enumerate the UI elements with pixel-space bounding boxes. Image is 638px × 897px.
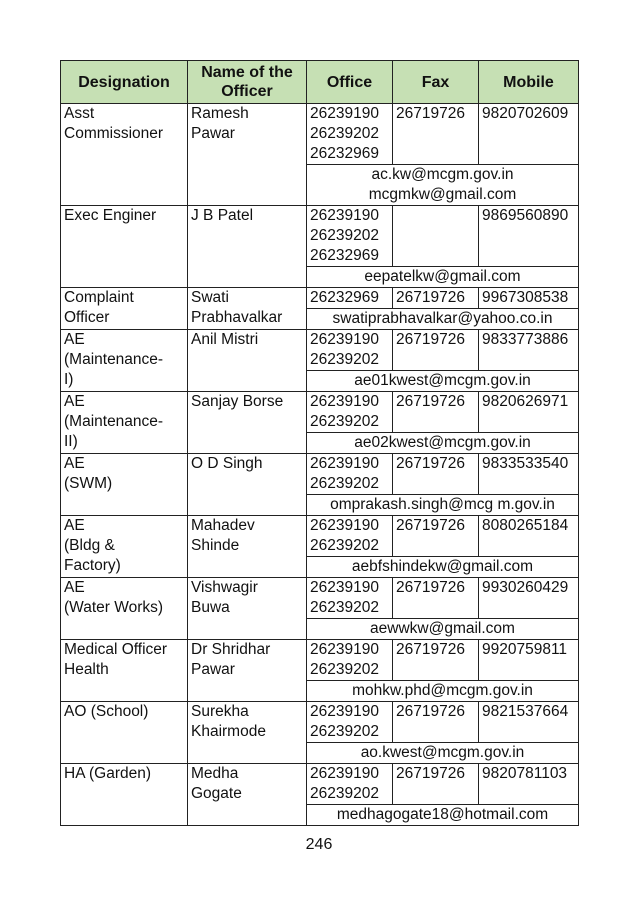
officer-name-cell	[188, 330, 307, 392]
office-phone-cell	[307, 104, 393, 165]
mobile-cell: 9869560890	[479, 206, 579, 267]
officer-name-cell	[188, 104, 307, 206]
office-phone-cell	[307, 702, 393, 743]
designation-cell-line: Exec Enginer	[64, 207, 157, 224]
table-row	[61, 764, 579, 805]
designation-cell-line: II)	[64, 433, 78, 450]
email-cell-line: aebfshindekw@gmail.com	[351, 558, 534, 575]
officer-name-cell-line: Buwa	[191, 599, 230, 616]
designation-cell	[61, 206, 188, 288]
officer-name-cell-line: Surekha	[191, 703, 249, 720]
directory-body	[61, 104, 579, 826]
email-cell	[307, 619, 579, 640]
table-row	[61, 330, 579, 371]
fax-cell: 26719726	[393, 578, 479, 619]
designation-cell-line: AE	[64, 455, 85, 472]
designation-cell-line: Health	[64, 661, 109, 678]
email-cell-line: omprakash.singh@mcg m.gov.in	[330, 496, 555, 513]
officer-name-cell-line: Vishwagir	[191, 579, 258, 596]
designation-cell-line: AE	[64, 517, 85, 534]
fax-cell: 26719726	[393, 702, 479, 743]
email-cell-line: swatiprabhavalkar@yahoo.co.in	[332, 310, 553, 327]
header-designation: Designation	[61, 61, 188, 104]
office-phone-cell-line: 26239190	[310, 517, 379, 534]
fax-cell: 26719726	[393, 392, 479, 433]
officer-name-cell-line: Ramesh	[191, 105, 249, 122]
officer-name-cell-line: Medha	[191, 765, 239, 782]
email-cell-line: aewwkw@gmail.com	[370, 620, 515, 637]
office-phone-cell-line: 26239202	[310, 227, 379, 244]
officer-name-cell-line: Sanjay Borse	[191, 393, 284, 410]
designation-cell-line: AE	[64, 579, 85, 596]
designation-cell-line: Complaint	[64, 289, 134, 306]
office-phone-cell-line: 26239190	[310, 393, 379, 410]
table-row	[61, 288, 579, 309]
office-phone-cell-line: 26239190	[310, 641, 379, 658]
header-mobile: Mobile	[479, 61, 579, 104]
email-cell-line: mohkw.phd@mcgm.gov.in	[352, 682, 533, 699]
email-cell	[307, 371, 579, 392]
officer-name-cell-line: Khairmode	[191, 723, 266, 740]
fax-cell: 26719726	[393, 104, 479, 165]
designation-cell	[61, 392, 188, 454]
officer-name-cell-line: O D Singh	[191, 455, 263, 472]
officer-name-cell	[188, 702, 307, 764]
designation-cell	[61, 702, 188, 764]
designation-cell	[61, 578, 188, 640]
mobile-cell: 9820702609	[479, 104, 579, 165]
page-number: 246	[305, 836, 333, 853]
office-phone-cell-line: 26239202	[310, 351, 379, 368]
office-phone-cell-line: 26239202	[310, 125, 379, 142]
mobile-cell: 9821537664	[479, 702, 579, 743]
designation-cell-line: (Maintenance-	[64, 351, 164, 368]
email-cell	[307, 805, 579, 826]
officer-name-cell-line: J B Patel	[191, 207, 254, 224]
office-phone-cell	[307, 454, 393, 495]
officer-name-cell	[188, 454, 307, 516]
table-row	[61, 454, 579, 495]
table-row	[61, 104, 579, 165]
email-cell-line: ae02kwest@mcgm.gov.in	[354, 434, 531, 451]
mobile-cell: 9930260429	[479, 578, 579, 619]
email-cell	[307, 557, 579, 578]
designation-cell-line: Medical Officer	[64, 641, 168, 658]
mobile-cell: 8080265184	[479, 516, 579, 557]
designation-cell-line: AE	[64, 393, 85, 410]
email-cell-line: ao.kwest@mcgm.gov.in	[360, 744, 525, 761]
office-phone-cell-line: 26239202	[310, 475, 379, 492]
office-phone-cell-line: 26239202	[310, 723, 379, 740]
table-row	[61, 392, 579, 433]
designation-cell	[61, 454, 188, 516]
officer-directory-table	[60, 60, 579, 826]
mobile-cell: 9820781103	[479, 764, 579, 805]
email-cell	[307, 309, 579, 330]
officer-name-cell-line: Pawar	[191, 125, 235, 142]
designation-cell	[61, 104, 188, 206]
table-row	[61, 206, 579, 267]
email-cell	[307, 433, 579, 454]
officer-name-cell	[188, 516, 307, 578]
fax-cell	[393, 206, 479, 267]
designation-cell	[61, 288, 188, 330]
table-row	[61, 578, 579, 619]
designation-cell-line: (Bldg &	[64, 537, 115, 554]
office-phone-cell-line: 26239190	[310, 765, 379, 782]
officer-name-cell	[188, 578, 307, 640]
officer-name-cell	[188, 206, 307, 288]
officer-name-cell-line: Mahadev	[191, 517, 255, 534]
officer-name-cell-line: Dr Shridhar	[191, 641, 271, 658]
office-phone-cell-line: 26239202	[310, 785, 379, 802]
office-phone-cell	[307, 206, 393, 267]
designation-cell-line: I)	[64, 371, 74, 388]
officer-name-cell	[188, 288, 307, 330]
office-phone-cell	[307, 392, 393, 433]
officer-name-cell-line: Anil Mistri	[191, 331, 259, 348]
designation-cell-line: Asst	[64, 105, 95, 122]
email-cell-line: ae01kwest@mcgm.gov.in	[354, 372, 531, 389]
office-phone-cell-line: 26232969	[310, 247, 379, 264]
mobile-cell: 9820626971	[479, 392, 579, 433]
email-cell	[307, 267, 579, 288]
office-phone-cell-line: 26239202	[310, 537, 379, 554]
office-phone-cell	[307, 288, 393, 309]
office-phone-cell	[307, 516, 393, 557]
email-cell	[307, 681, 579, 702]
office-phone-cell-line: 26232969	[310, 289, 379, 306]
fax-cell: 26719726	[393, 330, 479, 371]
mobile-cell: 9967308538	[479, 288, 579, 309]
designation-cell-line: (Maintenance-	[64, 413, 164, 430]
office-phone-cell-line: 26239202	[310, 661, 379, 678]
header-row	[61, 61, 579, 104]
office-phone-cell	[307, 330, 393, 371]
officer-name-cell-line: Pawar	[191, 661, 235, 678]
table-row	[61, 640, 579, 681]
designation-cell	[61, 330, 188, 392]
office-phone-cell-line: 26239202	[310, 413, 379, 430]
designation-cell-line: Commissioner	[64, 125, 164, 142]
email-cell	[307, 495, 579, 516]
officer-name-cell-line: Prabhavalkar	[191, 309, 283, 326]
designation-cell-line: (Water Works)	[64, 599, 164, 616]
designation-cell-line: AO (School)	[64, 703, 149, 720]
designation-cell-line: AE	[64, 331, 85, 348]
officer-name-cell	[188, 764, 307, 826]
office-phone-cell-line: 26239190	[310, 331, 379, 348]
office-phone-cell-line: 26239190	[310, 455, 379, 472]
designation-cell-line: (SWM)	[64, 475, 113, 492]
mobile-cell: 9833533540	[479, 454, 579, 495]
office-phone-cell-line: 26239202	[310, 599, 379, 616]
office-phone-cell-line: 26232969	[310, 145, 379, 162]
designation-cell	[61, 764, 188, 826]
mobile-cell: 9920759811	[479, 640, 579, 681]
email-cell	[307, 165, 579, 206]
email-cell-line: mcgmkw@gmail.com	[368, 186, 517, 203]
office-phone-cell-line: 26239190	[310, 207, 379, 224]
officer-name-cell-line: Gogate	[191, 785, 242, 802]
designation-cell	[61, 640, 188, 702]
fax-cell: 26719726	[393, 454, 479, 495]
table-row	[61, 516, 579, 557]
table-row	[61, 702, 579, 743]
officer-name-cell-line: Shinde	[191, 537, 240, 554]
email-cell-line: eepatelkw@gmail.com	[364, 268, 521, 285]
fax-cell: 26719726	[393, 288, 479, 309]
header-name: Name of the Officer	[188, 61, 307, 104]
mobile-cell: 9833773886	[479, 330, 579, 371]
fax-cell: 26719726	[393, 640, 479, 681]
designation-cell-line: Officer	[64, 309, 110, 326]
office-phone-cell-line: 26239190	[310, 703, 379, 720]
email-cell-line: medhagogate18@hotmail.com	[336, 806, 549, 823]
office-phone-cell	[307, 764, 393, 805]
office-phone-cell	[307, 578, 393, 619]
designation-cell-line: HA (Garden)	[64, 765, 152, 782]
officer-name-cell	[188, 392, 307, 454]
officer-name-cell-line: Swati	[191, 289, 229, 306]
fax-cell: 26719726	[393, 764, 479, 805]
email-cell	[307, 743, 579, 764]
office-phone-cell-line: 26239190	[310, 579, 379, 596]
officer-name-cell	[188, 640, 307, 702]
designation-cell-line: Factory)	[64, 557, 121, 574]
email-cell-line: ac.kw@mcgm.gov.in	[371, 166, 514, 183]
office-phone-cell-line: 26239190	[310, 105, 379, 122]
header-fax: Fax	[393, 61, 479, 104]
office-phone-cell	[307, 640, 393, 681]
header-office: Office	[307, 61, 393, 104]
fax-cell: 26719726	[393, 516, 479, 557]
designation-cell	[61, 516, 188, 578]
